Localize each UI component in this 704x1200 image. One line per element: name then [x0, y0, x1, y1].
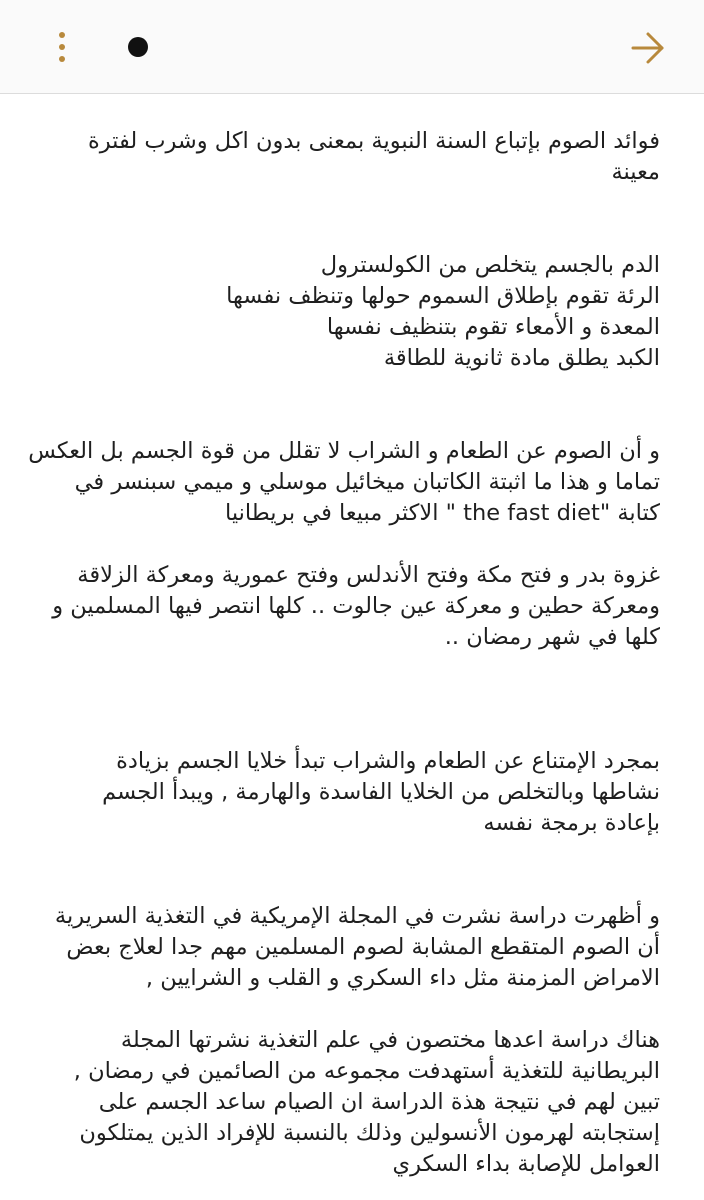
- text-line: معينة: [611, 159, 660, 185]
- more-options-button[interactable]: [48, 28, 76, 66]
- spacer: [50, 374, 660, 436]
- paragraph-american-study: [50, 901, 660, 994]
- text-line: الدم بالجسم يتخلص من الكولسترول: [320, 252, 660, 278]
- text-line: غزوة بدر و فتح مكة وفتح الأندلس وفتح عمورية ومعركة الزلاقة: [77, 562, 660, 588]
- text-line: نشاطها وبالتخلص من الخلايا الفاسدة والهارمة , ويبدأ الجسم: [102, 779, 660, 805]
- text-line: كلها في شهر رمضان ..: [444, 624, 660, 650]
- text-line: هناك دراسة اعدها مختصون في علم التغذية نشرتها المجلة: [120, 1027, 660, 1053]
- arrow-right-icon[interactable]: [628, 28, 668, 68]
- text-line: المعدة و الأمعاء تقوم بتنظيف نفسها: [326, 314, 660, 340]
- text-line: ومعركة حطين و معركة عين جالوت .. كلها انتصر فيها المسلمين و: [52, 593, 660, 619]
- note-body[interactable]: [28, 126, 660, 1180]
- more-vert-icon-dot-2: [59, 44, 65, 50]
- spacer: [50, 994, 660, 1025]
- spacer: [50, 839, 660, 901]
- text-line: و أن الصوم عن الطعام و الشراب لا تقلل من قوة الجسم بل العكس: [28, 438, 660, 464]
- text-line: بإعادة برمجة نفسه: [483, 810, 660, 836]
- text-line: الرئة تقوم بإطلاق السموم حولها وتنظف نفسها: [226, 283, 660, 309]
- text-line: البريطانية للتغذية أستهدفت مجموعه من الصائمين في رمضان ,: [73, 1058, 660, 1084]
- more-vert-icon-dot-3: [59, 56, 65, 62]
- paragraph-british-study: [50, 1025, 660, 1180]
- text-line: تماما و هذا ما اثبتة الكاتبان ميخائيل موسلي و ميمي سبنسر في: [74, 469, 660, 495]
- text-line: إستجابته لهرمون الأنسولين وذلك بالنسبة للإفراد الذين يمتلكون: [79, 1120, 660, 1146]
- spacer: [50, 188, 660, 250]
- text-line: العوامل للإصابة بداء السكري: [392, 1151, 660, 1177]
- paragraph-battles: [50, 560, 660, 653]
- paragraph-organ-effects: [50, 250, 660, 374]
- text-line: أن الصوم المتقطع المشابة لصوم المسلمين مهم جدا لعلاج بعض: [66, 934, 660, 960]
- paragraph-fast-diet: [28, 436, 660, 529]
- paragraph-fasting-benefits: [50, 126, 660, 188]
- text-line: و أظهرت دراسة نشرت في المجلة الإمريكية في التغذية السريرية: [54, 903, 660, 929]
- paragraph-cell-renewal: [50, 746, 660, 839]
- text-line: كتابة "the fast diet " الاكثر مبيعا في بريطانيا: [225, 500, 660, 526]
- text-line: الامراض المزمنة مثل داء السكري و القلب و الشرايين ,: [145, 965, 660, 991]
- toolbar: [0, 0, 704, 94]
- more-vert-icon: [59, 32, 65, 38]
- text-line: بمجرد الإمتناع عن الطعام والشراب تبدأ خلايا الجسم بزيادة: [116, 748, 660, 774]
- black-dot-icon[interactable]: [128, 37, 148, 57]
- spacer: [50, 529, 660, 560]
- text-line: الكبد يطلق مادة ثانوية للطاقة: [383, 345, 660, 371]
- text-line: فوائد الصوم بإتباع السنة النبوية بمعنى بدون اكل وشرب لفترة: [87, 128, 660, 154]
- text-line: تبين لهم في نتيجة هذة الدراسة ان الصيام ساعد الجسم على: [98, 1089, 660, 1115]
- spacer: [50, 653, 660, 746]
